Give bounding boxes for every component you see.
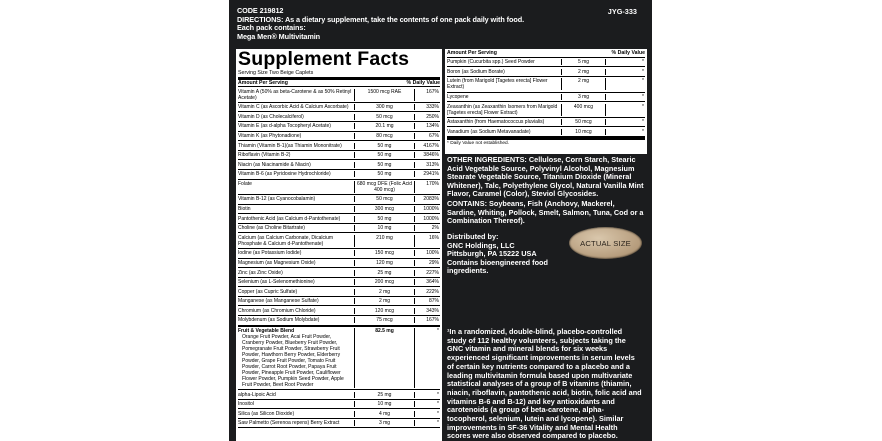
nutrient-amount: 210 mg bbox=[354, 235, 414, 247]
blend-row bbox=[238, 327, 440, 391]
facts-row bbox=[447, 58, 645, 68]
serving-size: Serving Size Two Beige Caplets bbox=[238, 70, 314, 76]
product-label-panel bbox=[229, 0, 652, 441]
nutrient-amount: 2 mg bbox=[354, 289, 414, 295]
nutrient-dv: * bbox=[414, 420, 440, 426]
nutrient-name: Manganese (as Manganese Sulfate) bbox=[238, 298, 319, 305]
pack-contents-label: Each pack contains: bbox=[237, 23, 306, 33]
nutrient-amount: 25 mg bbox=[354, 392, 414, 398]
nutrient-name: Zeaxanthin (as Zeaxanthin Isomers from Marigold [Tagetes erecta] Flower Extract) bbox=[447, 103, 558, 116]
product-name: Mega Men® Multivitamin bbox=[237, 32, 321, 42]
nutrient-name: Vitamin C (as Ascorbic Acid & Calcium Ascorbate) bbox=[238, 104, 349, 111]
nutrient-name: Vitamin E (as d-alpha Tocopheryl Acetate) bbox=[238, 123, 331, 130]
nutrient-dv: 167% bbox=[414, 89, 440, 101]
nutrient-dv: * bbox=[605, 119, 645, 125]
nutrient-dv: * bbox=[414, 411, 440, 417]
nutrient-amount: 3 mg bbox=[354, 420, 414, 426]
facts-row bbox=[238, 268, 440, 278]
nutrient-dv: 170% bbox=[414, 181, 440, 193]
nutrient-dv: 2% bbox=[414, 225, 440, 231]
nutrient-dv: 167% bbox=[414, 317, 440, 323]
facts-row bbox=[238, 390, 440, 400]
nutrient-name: Vitamin B-6 (as Pyridoxine Hydrochloride) bbox=[238, 171, 331, 178]
nutrient-dv: 227% bbox=[414, 270, 440, 276]
facts-row bbox=[238, 400, 440, 410]
nutrient-amount: 10 mg bbox=[354, 225, 414, 231]
facts-row bbox=[238, 259, 440, 269]
facts-row bbox=[238, 132, 440, 142]
nutrient-name: Vitamin B-12 (as Cyanocobalamin) bbox=[238, 196, 316, 203]
facts-row bbox=[238, 419, 440, 429]
distributor-label: Distributed by: bbox=[447, 232, 499, 241]
facts-row bbox=[447, 93, 645, 103]
nutrient-dv: 29% bbox=[414, 260, 440, 266]
nutrient-amount: 120 mg bbox=[354, 260, 414, 266]
nutrient-amount: 10 mg bbox=[354, 401, 414, 407]
nutrient-name: Vitamin K (as Phytonadione) bbox=[238, 133, 302, 139]
allergen-statement: CONTAINS: Soybeans, Fish (Anchovy, Mackerel, Sardine, Whiting, Pollock, Smelt, Salmon, Tuna, Cod or a Combination Thereof). bbox=[447, 198, 644, 226]
nutrient-name: Copper (as Cupric Sulfate) bbox=[238, 288, 298, 295]
facts-row bbox=[238, 249, 440, 259]
nutrient-dv: 364% bbox=[414, 279, 440, 285]
product-code: CODE 219812 bbox=[237, 6, 284, 15]
distributor-name: GNC Holdings, LLC bbox=[447, 240, 515, 250]
daily-value-footnote: * Daily Value not established. bbox=[447, 140, 510, 146]
blend-ingredients: Orange Fruit Powder, Acai Fruit Powder, Cranberry Powder, Blueberry Fruit Powder, Pomegranate Fruit Powder, Strawberry Fruit Powder, Hawthorn Berry Powder, Elderberry Powder, Grape Fruit Powder, Tomato Fruit Powder, Carrot Root Powder, Papaya Fruit Powder, Pineapple Fruit Powder, Cauliflower Flower Powder, Pumpkin Seed Powder, Apple Fruit Powder, Beet Root Powder bbox=[242, 333, 344, 388]
nutrient-amount: 80 mcg bbox=[354, 133, 414, 139]
facts-row bbox=[238, 170, 440, 180]
nutrient-name: Inositol bbox=[238, 401, 254, 408]
nutrient-dv: 67% bbox=[414, 133, 440, 139]
nutrient-amount: 120 mcg bbox=[354, 308, 414, 314]
nutrient-dv: 222% bbox=[414, 289, 440, 295]
nutrient-amount: 680 mcg DFE (Folic Acid 400 mcg) bbox=[354, 181, 414, 193]
daily-value-header: % Daily Value bbox=[406, 79, 440, 86]
nutrient-amount: 25 mg bbox=[354, 270, 414, 276]
facts-row bbox=[238, 316, 440, 326]
bioengineered-statement: Contains bioengineered food ingredients. bbox=[447, 257, 548, 276]
nutrient-name: Vitamin D (as Cholecalciferol) bbox=[238, 113, 304, 120]
nutrient-name: alpha-Lipoic Acid bbox=[238, 391, 276, 398]
nutrient-amount: 50 mg bbox=[354, 216, 414, 222]
lot-code: JYG-333 bbox=[607, 7, 637, 16]
facts-row bbox=[238, 287, 440, 297]
nutrient-name: Vitamin A (50% as beta-Carotene & as 50% Retinyl Acetate) bbox=[238, 88, 352, 101]
blend-name: Fruit & Vegetable Blend bbox=[238, 327, 295, 334]
nutrient-name: Chromium (as Chromium Chloride) bbox=[238, 307, 316, 314]
nutrient-amount: 5 mg bbox=[561, 59, 605, 65]
nutrient-name: Pantothenic Acid (as Calcium d-Pantothenate) bbox=[238, 215, 341, 222]
nutrient-amount: 50 mcg bbox=[354, 196, 414, 202]
nutrient-amount: 75 mcg bbox=[354, 317, 414, 323]
facts-row bbox=[238, 195, 440, 205]
facts-row bbox=[238, 224, 440, 234]
nutrient-name: Astaxanthin (from Haematococcus pluvialis) bbox=[447, 119, 545, 126]
actual-size-caplet bbox=[569, 227, 642, 259]
nutrient-amount: 1500 mcg RAE bbox=[354, 89, 414, 101]
label-header bbox=[237, 7, 647, 42]
other-ingredients: OTHER INGREDIENTS: Cellulose, Corn Starch, Stearic Acid Vegetable Source, Polyvinyl Alcohol, Magnesium Stearate Vegetable Source, Titanium Dioxide (Mineral Whitener), Talc, Polyethylene Glycol, Natural Vanilla Mint Flavor, Caramel (Color), Steviol Glycosides. bbox=[447, 155, 644, 199]
supplement-facts-table bbox=[236, 49, 442, 441]
nutrient-name: Lutein (from Marigold [Tagetes erecta] Flower Extract) bbox=[447, 78, 548, 91]
nutrient-amount: 50 mcg bbox=[561, 119, 605, 125]
facts-row bbox=[238, 409, 440, 419]
nutrient-dv: * bbox=[605, 94, 645, 100]
nutrient-amount: 3 mg bbox=[561, 94, 605, 100]
nutrient-name: Saw Palmetto (Serenoa repens) Berry Extract bbox=[238, 420, 340, 427]
nutrient-dv: 313% bbox=[414, 162, 440, 168]
facts-row bbox=[238, 214, 440, 224]
nutrient-amount: 150 mcg bbox=[354, 250, 414, 256]
blend-dv: * bbox=[414, 328, 440, 388]
distributor-address: Pittsburgh, PA 15222 USA bbox=[447, 249, 537, 259]
nutrient-dv: 1000% bbox=[414, 206, 440, 212]
nutrient-dv: 16% bbox=[414, 235, 440, 247]
ingredients-section bbox=[447, 156, 645, 227]
nutrient-amount: 300 mcg bbox=[354, 206, 414, 212]
nutrient-amount: 4 mg bbox=[354, 411, 414, 417]
nutrient-name: Riboflavin (Vitamin B-2) bbox=[238, 152, 291, 159]
amount-per-serving-header: Amount Per Serving bbox=[238, 79, 288, 86]
nutrient-name: Calcium (as Calcium Carbonate, Dicalcium Phosphate & Calcium d-Pantothenate) bbox=[238, 234, 334, 247]
blend-amount: 82.5 mg bbox=[354, 328, 414, 388]
nutrient-dv: * bbox=[605, 78, 645, 90]
clinical-study-note: ¹In a randomized, double-blind, placebo-controlled study of 112 healthy volunteers, subjects taking the GNC vitamin and mineral blends for six weeks experienced significant improvements in serum levels of certain key nutrients compared to a placebo and a leading multivitamin formula based upon multivariate statistical analyses of a group of B vitamins (thiamin, niacin, riboflavin, pantothenic acid, biotin, folic acid and vitamins B-6 and B-12) and key antioxidants and carotenoids (a group of beta-carotene, alpha-tocopherol, selenium, lutein and lycopene). Similar improvements in SF-36 Vitality and Mental Health scores were also observed compared to placebo. bbox=[447, 327, 642, 441]
directions-text: DIRECTIONS: As a dietary supplement, take the contents of one pack daily with food. bbox=[237, 14, 525, 24]
nutrient-name: Boron (as Sodium Borate) bbox=[447, 68, 505, 75]
facts-row bbox=[447, 67, 645, 77]
nutrient-dv: 2941% bbox=[414, 171, 440, 177]
nutrient-dv: 1000% bbox=[414, 216, 440, 222]
nutrient-dv: * bbox=[414, 392, 440, 398]
nutrient-amount: 20.1 mg bbox=[354, 123, 414, 129]
facts-row bbox=[238, 306, 440, 316]
nutrient-dv: 250% bbox=[414, 114, 440, 120]
nutrient-dv: * bbox=[605, 104, 645, 116]
actual-size-label: ACTUAL SIZE bbox=[580, 238, 631, 248]
nutrient-dv: 87% bbox=[414, 298, 440, 304]
facts-row bbox=[238, 205, 440, 215]
nutrient-name: Vanadium (as Sodium Metavanadate) bbox=[447, 128, 531, 135]
amount-per-serving-header: Amount Per Serving bbox=[447, 50, 497, 56]
nutrient-amount: 50 mg bbox=[354, 162, 414, 168]
facts-row bbox=[238, 297, 440, 307]
nutrient-amount: 50 mcg bbox=[354, 114, 414, 120]
nutrient-dv: * bbox=[414, 401, 440, 407]
nutrient-dv: 134% bbox=[414, 123, 440, 129]
nutrient-dv: 4167% bbox=[414, 143, 440, 149]
nutrient-amount: 10 mcg bbox=[561, 129, 605, 135]
daily-value-header: % Daily Value bbox=[611, 50, 645, 56]
supplement-facts-continued bbox=[445, 49, 647, 154]
nutrient-amount: 200 mcg bbox=[354, 279, 414, 285]
nutrient-dv: * bbox=[605, 69, 645, 75]
nutrient-amount: 2 mg bbox=[561, 69, 605, 75]
facts-row bbox=[238, 87, 440, 103]
facts-row bbox=[447, 102, 645, 118]
nutrient-amount: 50 mg bbox=[354, 143, 414, 149]
nutrient-name: Folate bbox=[238, 180, 252, 187]
nutrient-dv: * bbox=[605, 59, 645, 65]
facts-row bbox=[447, 118, 645, 128]
nutrient-name: Pumpkin (Cucurbita spp.) Seed Powder bbox=[447, 59, 535, 66]
nutrient-dv: 333% bbox=[414, 104, 440, 110]
nutrient-amount: 300 mg bbox=[354, 104, 414, 110]
facts-row bbox=[238, 151, 440, 161]
facts-row bbox=[238, 103, 440, 113]
nutrient-amount: 2 mg bbox=[354, 298, 414, 304]
nutrient-dv: 2083% bbox=[414, 196, 440, 202]
nutrient-name: Silica (as Silicon Dioxide) bbox=[238, 410, 295, 417]
facts-row bbox=[238, 112, 440, 122]
nutrient-name: Magnesium (as Magnesium Oxide) bbox=[238, 259, 316, 266]
nutrient-name: Selenium (as L-Selenomethionine) bbox=[238, 279, 315, 286]
facts-row bbox=[238, 180, 440, 196]
facts-row bbox=[238, 278, 440, 288]
facts-row bbox=[447, 127, 645, 137]
nutrient-amount: 2 mg bbox=[561, 78, 605, 90]
facts-header-row bbox=[238, 80, 440, 88]
nutrient-name: Biotin bbox=[238, 206, 251, 213]
supplement-facts-title: Supplement Facts bbox=[238, 48, 410, 70]
facts-row bbox=[238, 141, 440, 151]
nutrient-dv: 3846% bbox=[414, 152, 440, 158]
facts-header-row-right bbox=[447, 49, 645, 58]
nutrient-name: Niacin (as Niacinamide & Niacin) bbox=[238, 161, 311, 168]
facts-row bbox=[238, 233, 440, 249]
nutrient-name: Lycopene bbox=[447, 93, 469, 100]
nutrient-name: Molybdenum (as Sodium Molybdate) bbox=[238, 317, 320, 324]
nutrient-dv: 343% bbox=[414, 308, 440, 314]
nutrient-dv: * bbox=[605, 129, 645, 135]
nutrient-dv: 100% bbox=[414, 250, 440, 256]
distributor-info bbox=[447, 233, 587, 276]
facts-row bbox=[447, 77, 645, 93]
nutrient-name: Iodine (as Potassium Iodide) bbox=[238, 250, 302, 257]
nutrient-name: Zinc (as Zinc Oxide) bbox=[238, 269, 283, 276]
facts-row bbox=[238, 160, 440, 170]
nutrient-amount: 50 mg bbox=[354, 152, 414, 158]
nutrient-name: Thiamin (Vitamin B-1)(as Thiamin Mononitrate) bbox=[238, 142, 342, 149]
facts-row bbox=[238, 122, 440, 132]
nutrient-amount: 50 mg bbox=[354, 171, 414, 177]
nutrient-amount: 400 mcg bbox=[561, 104, 605, 116]
nutrient-name: Choline (as Choline Bitartrate) bbox=[238, 225, 305, 232]
